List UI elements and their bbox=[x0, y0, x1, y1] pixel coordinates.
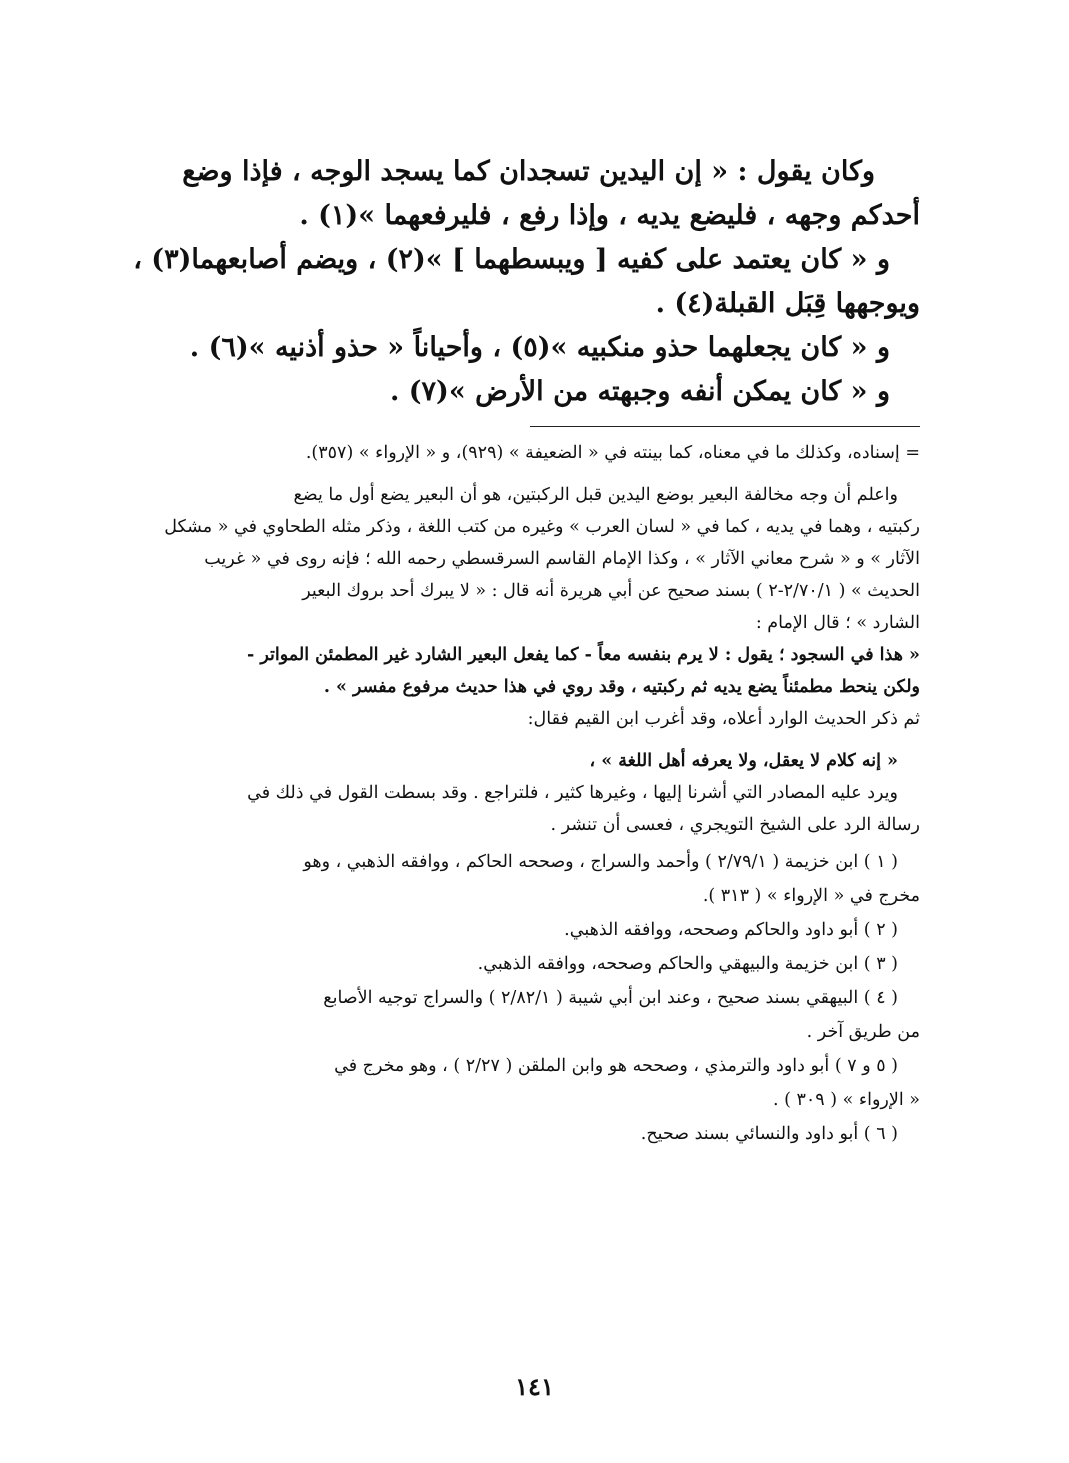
footnote-1: ( ١ ) ابن خزيمة ( ٢/٧٩/١ ) وأحمد والسراج ، وصححه الحاكم ، ووافقه الذهبي ، وهو bbox=[303, 852, 898, 872]
quote-line: « إنه كلام لا يعقل، ولا يعرفه أهل اللغة » ، bbox=[589, 751, 898, 771]
note-line: رسالة الرد على الشيخ التويجري ، فعسى أن تنشر . bbox=[550, 815, 920, 835]
note-line: = إسناده، وكذلك ما في معناه، كما بينته في « الضعيفة » (٩٢٩)، و « الإرواء » (٣٥٧). bbox=[305, 443, 920, 463]
footnote-2: ( ٢ ) أبو داود والحاكم وصححه، ووافقه الذهبي. bbox=[564, 920, 898, 940]
footnote-continuation bbox=[164, 437, 920, 841]
main-text-line: أحدكم وجهه ، فليضع يديه ، وإذا رفع ، فليرفعهما »(١) . bbox=[299, 200, 920, 231]
note-line: الحديث » ( ٢/٧٠/١-٢ ) بسند صحيح عن أبي هريرة أنه قال : « لا يبرك أحد بروك البعير bbox=[302, 581, 920, 601]
footnote-4: ( ٤ ) البيهقي بسند صحيح ، وعند ابن أبي شيبة ( ٢/٨٢/١ ) والسراج توجيه الأصابع bbox=[323, 988, 898, 1008]
quote-line: « هذا في السجود ؛ يقول : لا يرم بنفسه معاً - كما يفعل البعير الشارد غير المطمئن المواتر - bbox=[246, 645, 920, 665]
note-line: ركبتيه ، وهما في يديه ، كما في « لسان العرب » وغيره من كتب اللغة ، وذكر مثله الطحاوي في « مشكل bbox=[164, 517, 920, 537]
footnote-divider bbox=[530, 426, 920, 427]
main-text-line: ويوجهها قِبَل القبلة(٤) . bbox=[655, 288, 920, 319]
main-text-line: و « كان يمكن أنفه وجبهته من الأرض »(٧) . bbox=[389, 376, 890, 407]
footnote-5-7: ( ٥ و ٧ ) أبو داود والترمذي ، وصححه هو وابن الملقن ( ٢/٢٧ ) ، وهو مخرج في bbox=[334, 1056, 898, 1076]
note-line: واعلم أن وجه مخالفة البعير بوضع اليدين قبل الركبتين، هو أن البعير يضع أول ما يضع bbox=[293, 485, 898, 505]
quote-line: ولكن ينحط مطمئناً يضع يديه ثم ركبتيه ، وقد روي في هذا حديث مرفوع مفسر » . bbox=[323, 677, 920, 697]
main-text-line: و « كان يجعلهما حذو منكبيه »(٥) ، وأحياناً « حذو أذنيه »(٦) . bbox=[189, 332, 890, 363]
note-line: ثم ذكر الحديث الوارد أعلاه، وقد أغرب ابن القيم فقال: bbox=[527, 709, 920, 729]
footnote-6: ( ٦ ) أبو داود والنسائي بسند صحيح. bbox=[640, 1124, 898, 1144]
page-number: ١٤١ bbox=[515, 1372, 554, 1401]
note-line: ويرد عليه المصادر التي أشرنا إليها ، وغيرها كثير ، فلتراجع . وقد بسطت القول في ذلك في bbox=[247, 783, 898, 803]
footnote-5-7-continued: « الإرواء » ( ٣٠٩ ) . bbox=[772, 1090, 920, 1110]
main-text bbox=[133, 150, 920, 414]
note-line: الآثار » و « شرح معاني الآثار » ، وكذا الإمام القاسم السرقسطي رحمه الله ؛ فإنه روى في « غريب bbox=[204, 549, 920, 569]
footnote-1-continued: مخرج في « الإرواء » ( ٣١٣ ). bbox=[702, 886, 920, 906]
footnote-3: ( ٣ ) ابن خزيمة والبيهقي والحاكم وصححه، ووافقه الذهبي. bbox=[477, 954, 898, 974]
page-body bbox=[133, 150, 920, 1151]
footnote-4-continued: من طريق آخر . bbox=[806, 1022, 920, 1042]
main-text-line: و « كان يعتمد على كفيه [ ويبسطهما ] »(٢) ، ويضم أصابعهما(٣) ، bbox=[133, 244, 890, 275]
footnotes-list bbox=[170, 845, 920, 1151]
main-text-line: وكان يقول : « إن اليدين تسجدان كما يسجد الوجه ، فإذا وضع bbox=[182, 156, 875, 187]
note-line: الشارد » ؛ قال الإمام : bbox=[755, 613, 920, 633]
